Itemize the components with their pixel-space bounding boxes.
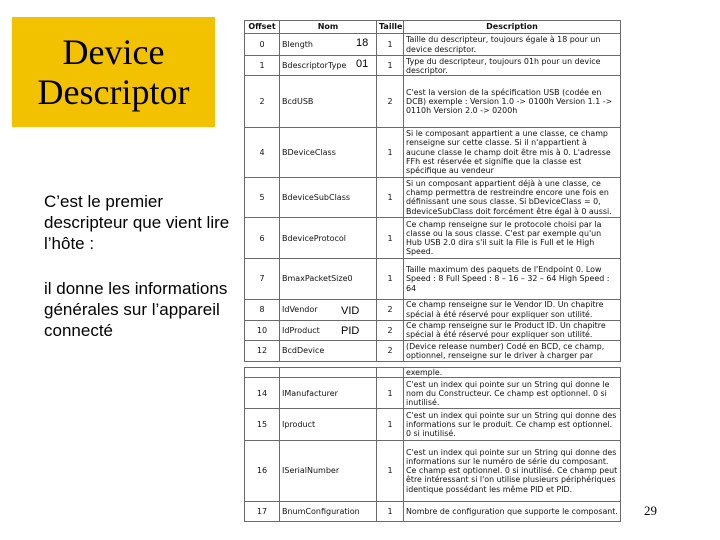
descriptor-type-value-annotation: 01	[356, 58, 369, 70]
header-name: Nom	[280, 21, 377, 34]
device-descriptor-table-continued	[244, 367, 621, 522]
row-name: BnumConfiguration	[280, 501, 377, 521]
intro-paragraph: C’est le premier descripteur que vient lire l’hôte :	[44, 192, 230, 253]
row-description: C'est un index qui pointe sur un String qui donne des informations sur le numéro de série du composant. Ce champ est optionnel. 0 si inutilisé. Ce champ peut être intéressant si l'on utilise plusieurs périphériques identique possédant les même PID et PID.	[404, 440, 621, 501]
header-description: Description	[404, 21, 621, 34]
row-offset: 1	[245, 56, 280, 76]
row-size: 1	[377, 177, 404, 217]
table-row	[245, 368, 621, 378]
table-row	[245, 299, 621, 320]
table-row	[245, 56, 621, 76]
row-offset: 17	[245, 501, 280, 521]
row-description: Taille du descripteur, toujours égale à 18 pour un device descriptor.	[404, 34, 621, 56]
row-offset	[245, 368, 280, 378]
row-offset: 15	[245, 409, 280, 440]
row-description: C'est la version de la spécification USB (codée en DCB) exemple : Version 1.0 -> 0100h Version 1.1 -> 0110h Version 2.0 -> 0200h	[404, 76, 621, 127]
row-size: 1	[377, 56, 404, 76]
row-offset: 14	[245, 378, 280, 409]
row-description: Si le composant appartient a une classe, ce champ renseigne sur cette classe. Si il n'appartient à aucune classe le champ doit être mis à 0. L'adresse FFh est réservée et signifie que la classe est spécifique au vendeur	[404, 127, 621, 177]
row-description: Nombre de configuration que supporte le composant.	[404, 501, 621, 521]
header-size: Taille	[377, 21, 404, 34]
row-name: BDeviceClass	[280, 127, 377, 177]
table-row	[245, 34, 621, 56]
row-name: IdVendor	[280, 299, 377, 320]
row-offset: 16	[245, 440, 280, 501]
row-size: 2	[377, 299, 404, 320]
slide-title-line2: Descriptor	[37, 72, 190, 112]
row-name: BdeviceProtocol	[280, 218, 377, 259]
row-name: BmaxPacketSize0	[280, 259, 377, 299]
row-offset: 6	[245, 218, 280, 259]
row-size: 1	[377, 127, 404, 177]
pid-annotation: PID	[341, 325, 360, 337]
row-description: C'est un index qui pointe sur un String qui donne des informations sur le produit. Ce champ est optionnel. 0 si inutilisé.	[404, 409, 621, 440]
row-name: BdeviceSubClass	[280, 177, 377, 217]
table-row	[245, 259, 621, 299]
row-offset: 4	[245, 127, 280, 177]
row-description: Taille maximum des paquets de l'Endpoint 0. Low Speed : 8 Full Speed : 8 – 16 – 32 – 64 High Speed : 64	[404, 259, 621, 299]
row-name: Blength	[280, 34, 377, 56]
row-description: Si un composant appartient déjà à une classe, ce champ permettra de restreindre encore une fois en définissant une sous classe. Si bDeviceClass = 0, BdeviceSubClass doit forcément être égal à 0 aussi.	[404, 177, 621, 217]
row-offset: 10	[245, 320, 280, 340]
row-size: 2	[377, 320, 404, 340]
row-size: 1	[377, 501, 404, 521]
row-description: (Device release number) Codé en BCD, ce champ, optionnel, renseigne sur le driver à charger par	[404, 340, 621, 361]
row-name: IManufacturer	[280, 378, 377, 409]
row-description: C'est un index qui pointe sur un String qui donne le nom du Constructeur. Ce champ est optionnel. 0 si inutilisé.	[404, 378, 621, 409]
row-offset: 2	[245, 76, 280, 127]
table-row	[245, 440, 621, 501]
blength-value-annotation: 18	[356, 37, 369, 49]
row-name: ISerialNumber	[280, 440, 377, 501]
info-paragraph: il donne les informations générales sur l’appareil connecté	[44, 279, 228, 340]
header-offset: Offset	[245, 21, 280, 34]
table-row	[245, 76, 621, 127]
row-size: 1	[377, 440, 404, 501]
row-offset: 0	[245, 34, 280, 56]
table-row	[245, 340, 621, 361]
table-row	[245, 409, 621, 440]
row-offset: 12	[245, 340, 280, 361]
table-row	[245, 127, 621, 177]
row-offset: 7	[245, 259, 280, 299]
vid-annotation: VID	[341, 305, 360, 317]
table-row	[245, 378, 621, 409]
row-size: 2	[377, 76, 404, 127]
page-number: 29	[644, 503, 657, 518]
row-description: exemple.	[404, 368, 621, 378]
row-size	[377, 368, 404, 378]
row-offset: 5	[245, 177, 280, 217]
slide-title-line1: Device	[62, 32, 165, 72]
row-description: Type du descripteur, toujours 01h pour un device descriptor.	[404, 56, 621, 76]
table-row	[245, 501, 621, 521]
row-name: BdescriptorType	[280, 56, 377, 76]
row-size: 2	[377, 340, 404, 361]
row-name: BcdUSB	[280, 76, 377, 127]
row-description: Ce champ renseigne sur le Product ID. Un chapitre spécial à été réservé pour expliquer son utilité.	[404, 320, 621, 340]
row-name	[280, 368, 377, 378]
table-row	[245, 320, 621, 340]
row-name: BcdDevice	[280, 340, 377, 361]
row-offset: 8	[245, 299, 280, 320]
row-size: 1	[377, 409, 404, 440]
device-descriptor-table	[244, 20, 621, 362]
row-size: 1	[377, 259, 404, 299]
table-row	[245, 218, 621, 259]
row-name: IdProduct	[280, 320, 377, 340]
row-description: Ce champ renseigne sur le Vendor ID. Un chapitre spécial à été réservé pour expliquer son utilité.	[404, 299, 621, 320]
row-size: 1	[377, 218, 404, 259]
row-size: 1	[377, 378, 404, 409]
slide-title-box	[12, 17, 215, 127]
table-header-row	[245, 21, 621, 34]
row-name: Iproduct	[280, 409, 377, 440]
row-size: 1	[377, 34, 404, 56]
row-description: Ce champ renseigne sur le protocole choisi par la classe ou la sous classe. C'est par exemple qu'un Hub USB 2.0 dira s'il suit la File is Full et le High Speed.	[404, 218, 621, 259]
table-row	[245, 177, 621, 217]
